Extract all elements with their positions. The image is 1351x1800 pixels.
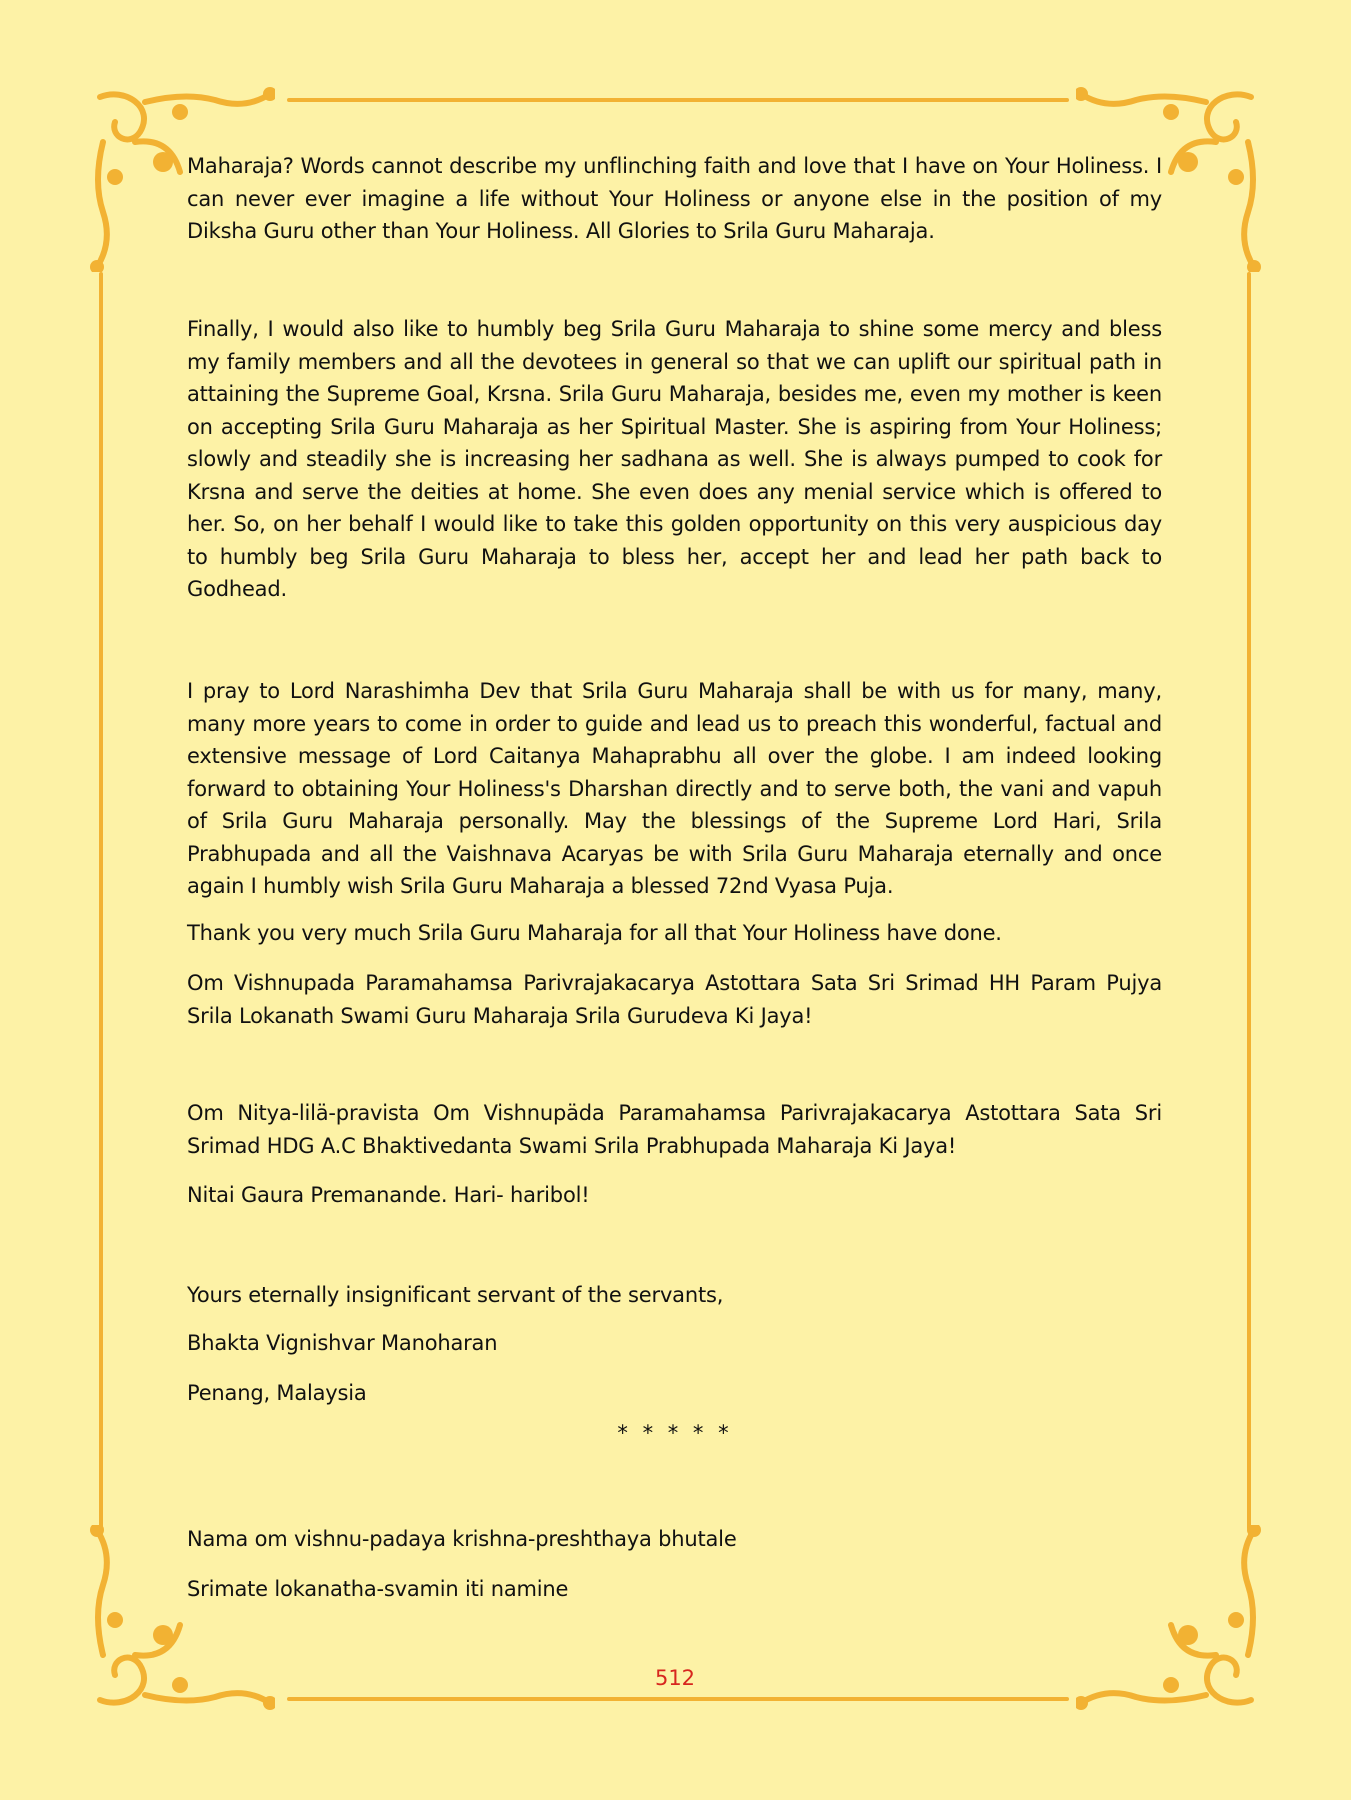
paragraph-pranam-prabhupada: Om Nitya-lilä-pravista Om Vishnupäda Paramahamsa Parivrajakacarya Astottara Sata Sri Srimad HDG A.C Bhaktivedanta Swami Srila Prabhupada Maharaja Ki Jaya! — [187, 1101, 1162, 1158]
border-top — [287, 98, 1069, 102]
page-number: 512 — [654, 1666, 696, 1690]
verse-line-2: Srimate lokanatha-svamin iti namine — [187, 1577, 569, 1601]
verse-line-1: Nama om vishnu-padaya krishna-preshthaya bhutale — [187, 1527, 737, 1551]
signature-closing: Yours eternally insignificant servant of the servants, — [187, 1283, 724, 1307]
paragraph-mother: Finally, I would also like to humbly beg Srila Guru Maharaja to shine some mercy and bless my family members and all the devotees in general so that we can uplift our spiritual path in attaining the Supreme Goal, Krsna. Srila Guru Maharaja, besides me, even my mother is keen on accepting Srila Guru Maharaja as her Spiritual Master. She is aspiring from Your Holiness; slowly and steadily she is increasing her sadhana as well. She is always pumped to cook for Krsna and serve the deities at home. She even does any menial service which is offered to her. So, on her behalf I would like to take this golden opportunity on this very auspicious day to humbly beg Srila Guru Maharaja to bless her, accept her and lead her path back to Godhead. — [187, 317, 1162, 601]
border-right — [1247, 272, 1251, 1530]
signature-location: Penang, Malaysia — [187, 1381, 367, 1405]
border-left — [99, 272, 103, 1530]
corner-ornament-icon — [1076, 1525, 1266, 1715]
signature-name: Bhakta Vignishvar Manoharan — [187, 1331, 498, 1355]
paragraph-pranam-guru: Om Vishnupada Paramahamsa Parivrajakacarya Astottara Sata Sri Srimad HH Param Pujya Srila Lokanath Swami Guru Maharaja Srila Gurudeva Ki Jaya! — [187, 971, 1162, 1028]
paragraph-faith: Maharaja? Words cannot describe my unflinching faith and love that I have on Your Holiness. I can never ever imagine a life without Your Holiness or anyone else in the position of my Diksha Guru other than Your Holiness. All Glories to Srila Guru Maharaja. — [187, 154, 1162, 243]
paragraph-haribol: Nitai Gaura Premanande. Hari- haribol! — [187, 1183, 590, 1207]
paragraph-prayer: I pray to Lord Narashimha Dev that Srila Guru Maharaja shall be with us for many, many, many more years to come in order to guide and lead us to preach this wonderful, factual and extensive message of Lord Caitanya Mahaprabhu all over the globe. I am indeed looking forward to obtaining Your Holiness's Dharshan directly and to serve both, the vani and vapuh of Srila Guru Maharaja personally. May the blessings of the Supreme Lord Hari, Srila Prabhupada and all the Vaishnava Acaryas be with Srila Guru Maharaja eternally and once again I humbly wish Srila Guru Maharaja a blessed 72nd Vyasa Puja. — [187, 679, 1162, 898]
paragraph-thanks: Thank you very much Srila Guru Maharaja for all that Your Holiness have done. — [187, 921, 1002, 945]
section-separator: * * * * * — [617, 1421, 733, 1445]
border-bottom — [287, 1697, 1069, 1701]
